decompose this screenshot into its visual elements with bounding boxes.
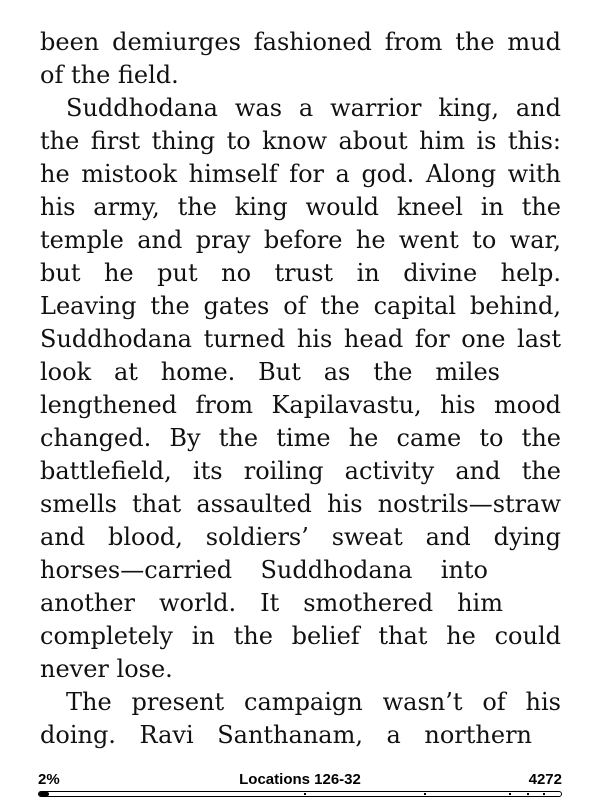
text-line: the first thing to know about him is this: (40, 127, 561, 155)
text-line: look at home. But as the miles (40, 358, 500, 386)
text-line: he mistook himself for a god. Along with (40, 160, 561, 188)
total-locations: 4272 (528, 771, 562, 788)
text-line: changed. By the time he came to the (40, 424, 561, 452)
text-line: The present campaign wasn’t of his (66, 688, 561, 716)
text-line: of the field. (40, 61, 179, 89)
text-line: completely in the belief that he could (40, 622, 561, 650)
reading-progress-bar[interactable] (38, 791, 562, 797)
text-line: smells that assaulted his nostrils—straw (40, 490, 561, 518)
chapter-marker (543, 793, 545, 795)
text-line: lengthened from Kapilavastu, his mood (40, 391, 561, 419)
text-line: been demiurges fashioned from the mud (40, 28, 561, 56)
chapter-marker (509, 793, 511, 795)
progress-fill (39, 792, 49, 796)
text-line: and blood, soldiers’ sweat and dying (40, 523, 561, 551)
location-range: Locations 126-32 (239, 771, 361, 788)
text-line: another world. It smothered him (40, 589, 503, 617)
text-line: temple and pray before he went to war, (40, 226, 561, 254)
text-line: never lose. (40, 655, 173, 683)
reading-page[interactable] (40, 26, 561, 752)
reader-footer (38, 770, 562, 798)
text-line: Suddhodana was a warrior king, and (66, 94, 561, 122)
text-line: his army, the king would kneel in the (40, 193, 561, 221)
percent-read: 2% (38, 771, 60, 788)
text-line: Suddhodana turned his head for one last (40, 325, 561, 353)
text-line: Leaving the gates of the capital behind, (40, 292, 561, 320)
text-line: but he put no trust in divine help. (40, 259, 561, 287)
text-line: doing. Ravi Santhanam, a northern (40, 721, 532, 749)
text-line: battlefield, its roiling activity and the (40, 457, 561, 485)
chapter-marker (304, 793, 306, 795)
text-line: horses—carried Suddhodana into (40, 556, 488, 584)
chapter-marker (527, 793, 529, 795)
chapter-marker (424, 793, 426, 795)
